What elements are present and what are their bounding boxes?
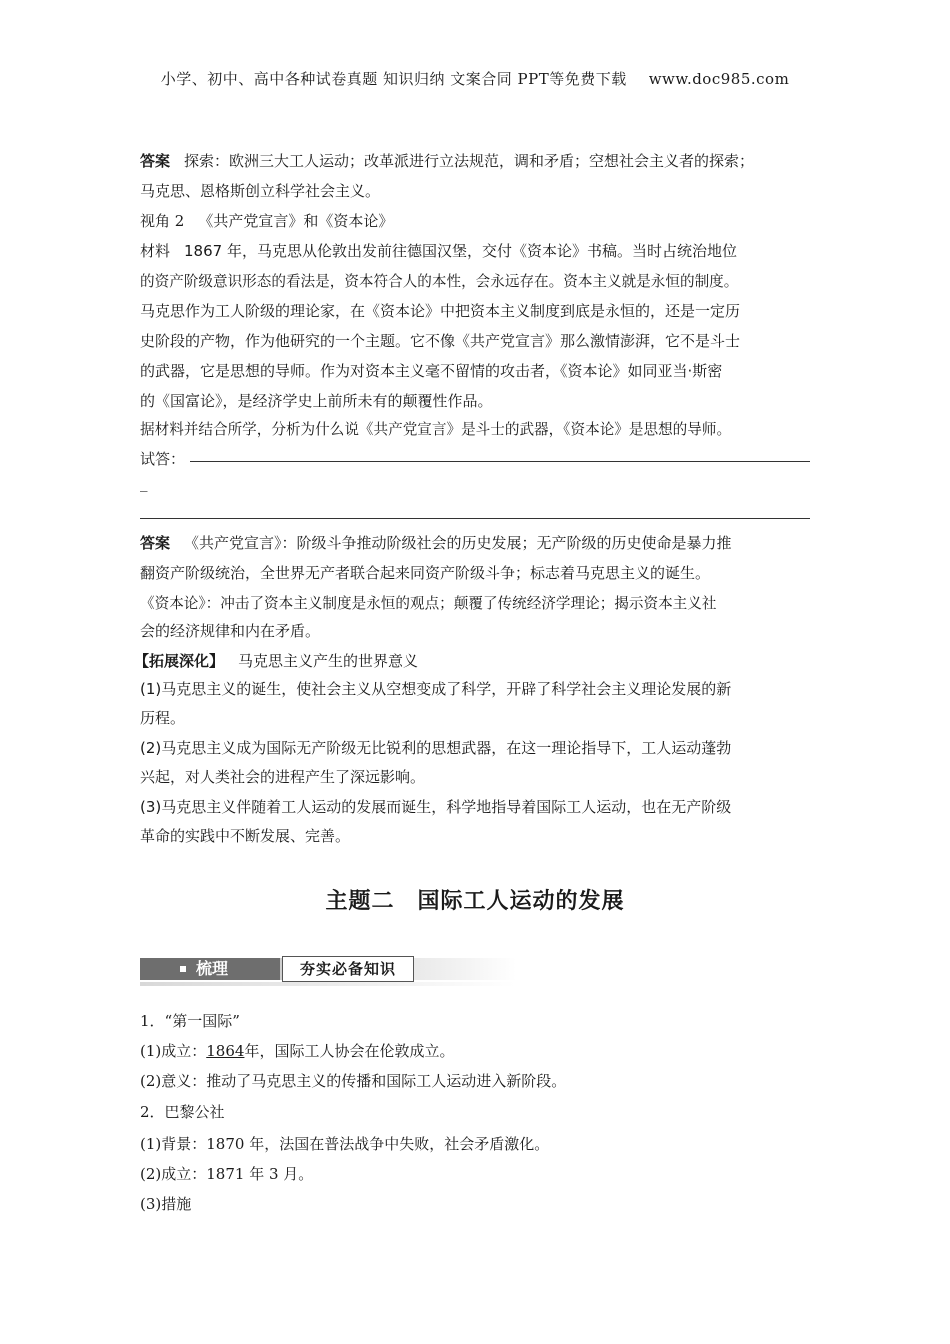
- question-text: 据材料并结合所学，分析为什么说《共产党宣言》是斗士的武器，《资本论》是思想的导师。: [140, 421, 732, 438]
- year-blank: 1864: [206, 1042, 245, 1060]
- extension-p1-line-1: (1)马克思主义的诞生，使社会主义从空想变成了科学，开辟了科学社会主义理论发展的新: [140, 680, 732, 698]
- extension-label: 【拓展深化】: [134, 652, 225, 670]
- banner-dark-tab: 梳理: [140, 958, 280, 980]
- answer-1-line-1: 答案 探索：欧洲三大工人运动；改革派进行立法规范，调和矛盾；空想社会主义者的探索；: [140, 152, 755, 170]
- material-line-4: 史阶段的产物，作为他研究的一个主题。它不像《共产党宣言》那么激情澎湃，它不是斗士: [140, 332, 741, 350]
- material-line-5: 的武器，它是思想的导师。作为对资本主义毫不留情的攻击者，《资本论》如同亚当·斯密: [140, 362, 723, 380]
- section-2-item-1: (1)背景：1870 年，法国在普法战争中失败，社会矛盾激化。: [140, 1135, 550, 1153]
- extension-p3-line-2: 革命的实践中不断发展、完善。: [140, 827, 351, 845]
- view-2-heading: 视角 2 《共产党宣言》和《资本论》: [140, 212, 394, 230]
- answer-label: 答案: [140, 152, 171, 170]
- material-line-2: 的资产阶级意识形态的看法是，资本符合人的本性，会永远存在。资本主义就是永恒的制度。: [140, 273, 739, 290]
- material-line-6: 的《国富论》，是经济学史上前所未有的颠覆性作品。: [140, 392, 493, 410]
- answer-2-line-2: 翻资产阶级统治，全世界无产者联合起来同资产阶级斗争；标志着马克思主义的诞生。: [140, 564, 711, 582]
- extension-p2-line-1: (2)马克思主义成为国际无产阶级无比锐利的思想武器，在这一理论指导下，工人运动蓬勃: [140, 739, 732, 757]
- material-line-1: 材料 1867 年，马克思从伦敦出发前往德国汉堡，交付《资本论》书稿。当时占统治地位: [140, 242, 737, 260]
- answer-line-1[interactable]: [190, 461, 810, 462]
- banner-box-label: 夯实必备知识: [282, 956, 414, 982]
- section-2-item-2: (2)成立：1871 年 3 月。: [140, 1165, 314, 1183]
- banner-shadow: [140, 982, 516, 986]
- header-url[interactable]: www.doc985.com: [648, 70, 790, 88]
- material-line-3: 马克思作为工人阶级的理论家，在《资本论》中把资本主义制度到底是永恒的，还是一定历: [140, 302, 741, 320]
- answer-label: 答案: [140, 534, 171, 552]
- answer-1-line-2: 马克思、恩格斯创立科学社会主义。: [140, 182, 381, 200]
- answer-prompt: 试答：: [140, 450, 186, 468]
- extension-p2-line-2: 兴起，对人类社会的进程产生了深远影响。: [140, 768, 426, 786]
- section-2-heading: 2．巴黎公社: [140, 1103, 225, 1121]
- section-2-item-3: (3)措施: [140, 1195, 192, 1213]
- extension-heading: 【拓展深化】 马克思主义产生的世界意义: [134, 652, 419, 670]
- extension-p3-line-1: (3)马克思主义伴随着工人运动的发展而诞生，科学地指导着国际工人运动，也在无产阶级: [140, 798, 732, 816]
- section-1-item-2: (2)意义：推动了马克思主义的传播和国际工人运动进入新阶段。: [140, 1072, 567, 1090]
- extension-p1-line-2: 历程。: [140, 709, 186, 727]
- page-header: [0, 68, 950, 89]
- theme-2-title: 主题二 国际工人运动的发展: [325, 889, 625, 914]
- section-1-item-1: (1)成立：1864年，国际工人协会在伦敦成立。: [140, 1042, 455, 1060]
- answer-dash: _: [140, 474, 148, 492]
- material-label: 材料: [140, 242, 171, 260]
- answer-2-line-1: 答案 《共产党宣言》：阶级斗争推动阶级社会的历史发展；无产阶级的历史使命是暴力推: [140, 534, 732, 552]
- section-banner: [140, 956, 516, 984]
- section-1-heading: 1．“第一国际”: [140, 1012, 240, 1030]
- square-bullet-icon: [180, 966, 186, 972]
- answer-2-line-4: 会的经济规律和内在矛盾。: [140, 622, 321, 640]
- answer-line-2[interactable]: [140, 518, 810, 519]
- answer-2-line-3: 《资本论》：冲击了资本主义制度是永恒的观点；颠覆了传统经济学理论；揭示资本主义社: [140, 595, 717, 612]
- header-text: 小学、初中、高中各种试卷真题 知识归纳 文案合同 PPT等免费下载: [160, 70, 627, 88]
